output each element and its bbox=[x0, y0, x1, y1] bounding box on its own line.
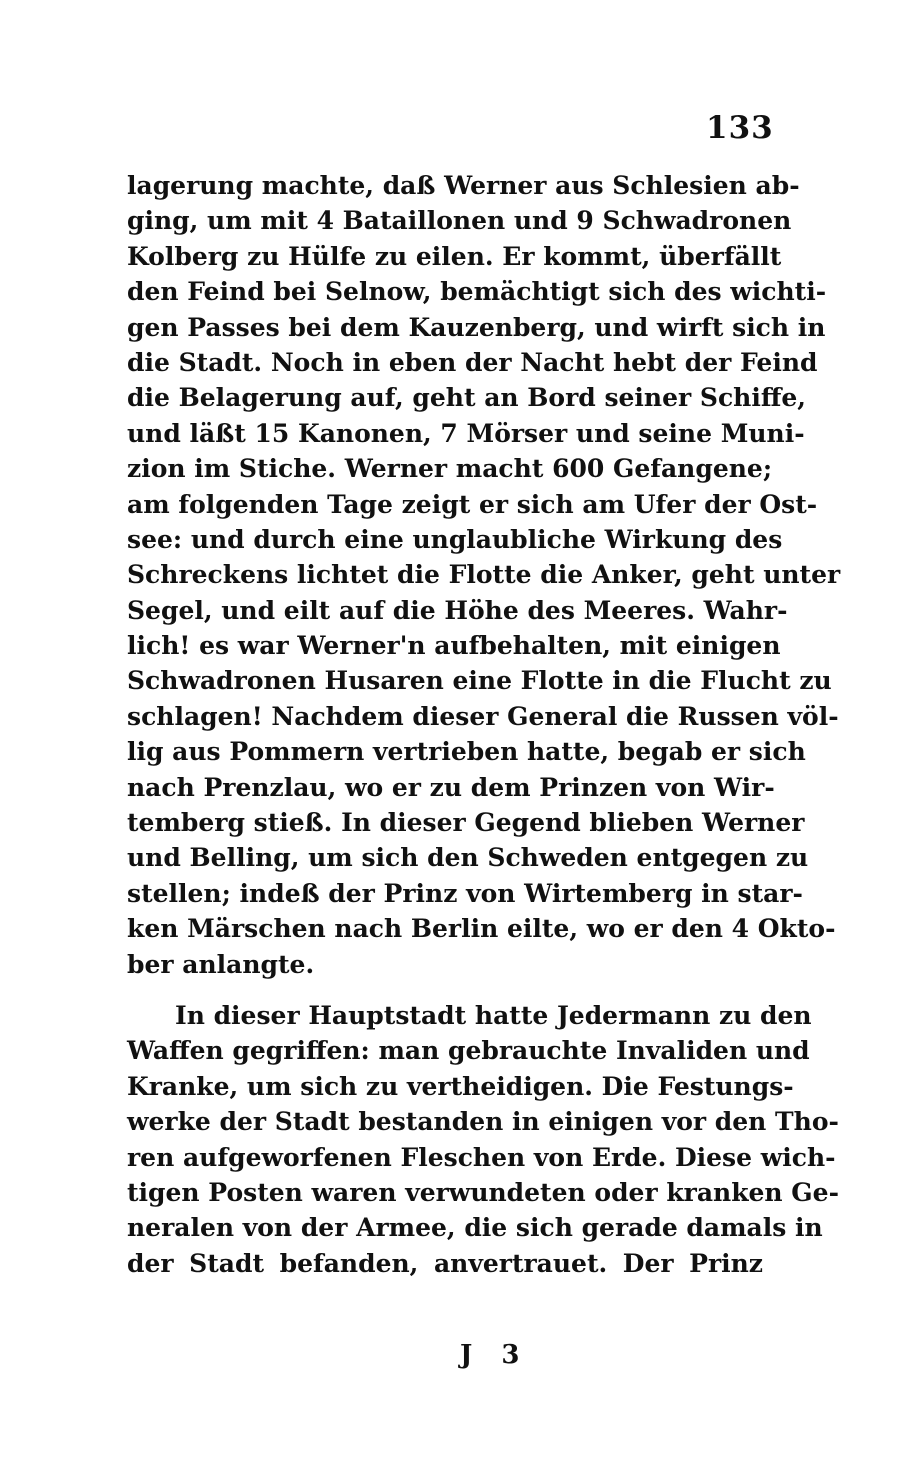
text-line: ging, um mit 4 Bataillonen und 9 Schwadronen bbox=[127, 206, 792, 236]
text-line: Schreckens lichtet die Flotte die Anker, geht unter bbox=[127, 560, 841, 590]
text-line: Segel, und eilt auf die Höhe des Meeres. Wahr- bbox=[127, 595, 788, 625]
body-text bbox=[127, 168, 841, 1281]
text-line: die Belagerung auf, geht an Bord seiner Schiffe, bbox=[127, 383, 806, 413]
text-line: nach Prenzlau, wo er zu dem Prinzen von Wir- bbox=[127, 772, 775, 802]
text-line: In dieser Hauptstadt hatte Jedermann zu den bbox=[175, 1000, 812, 1030]
text-line: ken Märschen nach Berlin eilte, wo er den 4 Okto- bbox=[127, 914, 836, 944]
signature-mark: J 3 bbox=[460, 1340, 530, 1370]
text-line: Waffen gegriffen: man gebrauchte Invaliden und bbox=[127, 1036, 810, 1066]
text-line: tigen Posten waren verwundeten oder kranken Ge- bbox=[127, 1177, 839, 1207]
text-line: Schwadronen Husaren eine Flotte in die Flucht zu bbox=[127, 666, 832, 696]
text-line: zion im Stiche. Werner macht 600 Gefangene; bbox=[127, 454, 773, 484]
text-line: ren aufgeworfenen Fleschen von Erde. Diese wich- bbox=[127, 1142, 836, 1172]
text-line: Kolberg zu Hülfe zu eilen. Er kommt, überfällt bbox=[127, 241, 782, 271]
paragraph bbox=[127, 168, 841, 982]
text-line: lagerung machte, daß Werner aus Schlesien ab- bbox=[127, 171, 800, 200]
text-line: am folgenden Tage zeigt er sich am Ufer der Ost- bbox=[127, 489, 818, 519]
text-line: und läßt 15 Kanonen, 7 Mörser und seine Muni- bbox=[127, 418, 805, 448]
text-line: schlagen! Nachdem dieser General die Russen völ- bbox=[127, 701, 839, 731]
text-line: lig aus Pommern vertrieben hatte, begab er sich bbox=[127, 737, 806, 767]
text-line: gen Passes bei dem Kauzenberg, und wirft sich in bbox=[127, 312, 826, 342]
text-line: ber anlangte. bbox=[127, 949, 315, 979]
text-line: see: und durch eine unglaubliche Wirkung des bbox=[127, 524, 783, 554]
text-line: lich! es war Werner'n aufbehalten, mit einigen bbox=[127, 631, 781, 661]
paragraph bbox=[127, 998, 839, 1281]
text-line: der Stadt befanden, anvertrauet. Der Prinz bbox=[127, 1248, 763, 1278]
text-line: werke der Stadt bestanden in einigen vor den Tho- bbox=[127, 1107, 839, 1137]
text-line: temberg stieß. In dieser Gegend blieben Werner bbox=[127, 808, 805, 838]
text-line: neralen von der Armee, die sich gerade damals in bbox=[127, 1213, 823, 1243]
text-line: die Stadt. Noch in eben der Nacht hebt der Feind bbox=[127, 347, 818, 377]
text-line: stellen; indeß der Prinz von Wirtemberg in star- bbox=[127, 878, 803, 908]
text-line: den Feind bei Selnow, bemächtigt sich des wichti- bbox=[127, 277, 827, 307]
text-line: und Belling, um sich den Schweden entgegen zu bbox=[127, 843, 809, 873]
page-number: 133 bbox=[706, 110, 774, 146]
text-line: Kranke, um sich zu vertheidigen. Die Festungs- bbox=[127, 1071, 794, 1101]
